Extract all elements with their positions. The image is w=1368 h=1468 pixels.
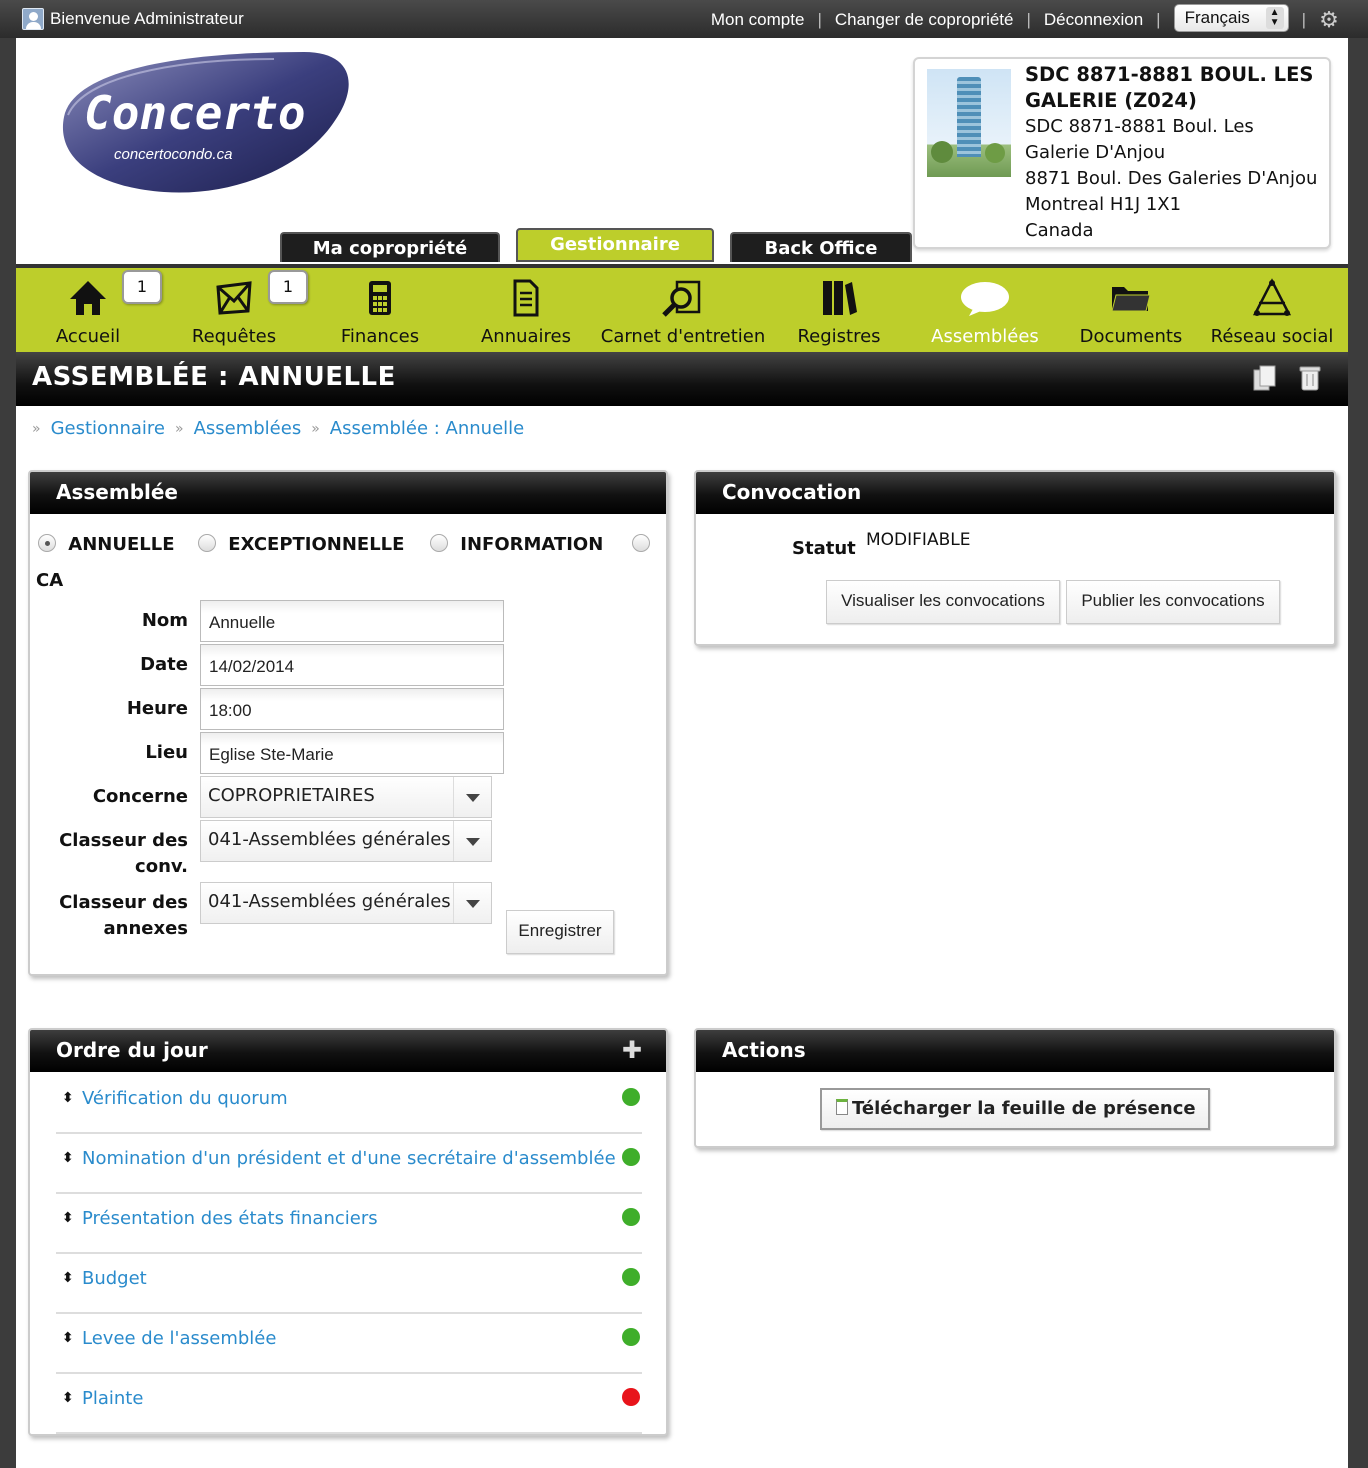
radio-annuelle[interactable] xyxy=(38,534,56,552)
lieu-label: Lieu xyxy=(145,742,188,763)
books-icon xyxy=(794,276,884,320)
language-value: Français xyxy=(1184,8,1250,27)
status-dot-icon xyxy=(622,1268,640,1286)
agenda-item-link[interactable]: Plainte xyxy=(82,1388,144,1409)
building-address-line: Montreal H1J 1X1 xyxy=(1025,194,1182,215)
tab-ma-copropriete[interactable]: Ma copropriété xyxy=(280,232,500,262)
separator: | xyxy=(1026,10,1031,29)
classeur-annexes-value: 041-Assemblées générales xyxy=(208,891,451,912)
radio-label-ca: CA xyxy=(36,570,64,591)
separator: | xyxy=(1156,10,1161,29)
top-bar xyxy=(0,0,1368,38)
breadcrumb-separator: » xyxy=(311,420,320,437)
drag-handle-icon[interactable]: ⬍ xyxy=(62,1330,74,1346)
building-title-line2: GALERIE (Z024) xyxy=(1025,89,1197,112)
nav-label: Annuaires xyxy=(480,326,572,347)
welcome-text: Bienvenue Administrateur xyxy=(50,9,244,28)
agenda-item-link[interactable]: Levee de l'assemblée xyxy=(82,1328,277,1349)
page-title-bar xyxy=(16,352,1348,406)
heure-label: Heure xyxy=(126,698,188,719)
calculator-icon xyxy=(334,276,426,320)
ordre-du-jour-panel xyxy=(28,1028,668,1436)
building-address-line: SDC 8871-8881 Boul. Les xyxy=(1025,116,1254,137)
concerne-value: COPROPRIETAIRES xyxy=(208,785,375,806)
enregistrer-button[interactable]: Enregistrer xyxy=(506,910,614,954)
chevron-down-icon xyxy=(453,777,491,817)
telecharger-feuille-presence-button[interactable] xyxy=(820,1088,1210,1130)
statut-label: Statut xyxy=(792,538,856,559)
drag-handle-icon[interactable]: ⬍ xyxy=(62,1270,74,1286)
nav-finances[interactable] xyxy=(334,276,426,356)
tab-back-office[interactable]: Back Office xyxy=(730,232,912,262)
agenda-item-link[interactable]: Nomination d'un président et d'une secrétaire d'assemblée xyxy=(82,1148,616,1169)
drag-handle-icon[interactable]: ⬍ xyxy=(62,1390,74,1406)
home-icon xyxy=(46,276,130,320)
publier-convocations-button[interactable]: Publier les convocations xyxy=(1066,580,1280,624)
nav-label: Accueil xyxy=(55,326,121,347)
label-line: conv. xyxy=(135,856,188,877)
building-photo xyxy=(927,69,1011,177)
agenda-item-link[interactable]: Présentation des états financiers xyxy=(82,1208,378,1229)
requetes-badge: 1 xyxy=(268,270,308,304)
concerne-select[interactable] xyxy=(200,776,492,818)
logo-graphic xyxy=(54,47,354,195)
network-icon xyxy=(1210,276,1334,320)
nav-registres[interactable] xyxy=(794,276,884,356)
breadcrumb-separator: » xyxy=(32,420,41,437)
document-icon xyxy=(478,276,574,320)
nom-label: Nom xyxy=(141,610,188,631)
status-dot-icon xyxy=(622,1208,640,1226)
page-title: ASSEMBLÉE : ANNUELLE xyxy=(32,362,396,392)
svg-text:Concerto: Concerto xyxy=(84,86,306,140)
radio-label-information: INFORMATION xyxy=(460,534,604,555)
list-item xyxy=(56,1314,642,1374)
classeur-annexes-select[interactable] xyxy=(200,882,492,924)
gear-icon[interactable]: ⚙ xyxy=(1319,7,1339,32)
lieu-input[interactable]: Eglise Ste-Marie xyxy=(200,732,504,774)
nav-carnet-entretien[interactable] xyxy=(600,276,766,356)
accueil-badge: 1 xyxy=(122,270,162,304)
top-links xyxy=(711,8,1368,32)
concerto-logo[interactable] xyxy=(54,47,354,195)
changer-copropriete-link[interactable]: Changer de copropriété xyxy=(834,10,1014,29)
list-item xyxy=(56,1134,642,1194)
date-input[interactable]: 14/02/2014 xyxy=(200,644,504,686)
nav-assemblees[interactable] xyxy=(928,276,1042,356)
ordre-du-jour-title: Ordre du jour xyxy=(56,1038,208,1062)
chevron-down-icon xyxy=(453,821,491,861)
drag-handle-icon[interactable]: ⬍ xyxy=(62,1090,74,1106)
assemblee-heading: Assemblée xyxy=(30,472,666,514)
user-icon xyxy=(22,8,44,30)
breadcrumb-assemblee-annuelle[interactable]: Assemblée : Annuelle xyxy=(329,418,525,439)
list-item xyxy=(56,1374,642,1434)
building-info xyxy=(1025,62,1330,244)
assemblee-panel xyxy=(28,470,668,976)
building-card xyxy=(913,57,1331,249)
classeur-annexes-label xyxy=(59,890,188,942)
breadcrumb-separator: » xyxy=(174,420,184,437)
radio-label-exceptionnelle: EXCEPTIONNELLE xyxy=(228,534,405,555)
classeur-conv-label xyxy=(59,828,188,880)
radio-exceptionnelle[interactable] xyxy=(198,534,216,552)
agenda-item-link[interactable]: Vérification du quorum xyxy=(82,1088,288,1109)
statut-value: MODIFIABLE xyxy=(866,530,971,550)
date-label: Date xyxy=(140,654,188,675)
file-icon xyxy=(836,1099,848,1115)
copy-icon[interactable] xyxy=(1252,364,1276,392)
svg-text:concertocondo.ca: concertocondo.ca xyxy=(114,146,233,163)
status-dot-icon xyxy=(622,1148,640,1166)
building-address-line: Galerie D'Anjou xyxy=(1025,142,1166,163)
nav-reseau-social[interactable] xyxy=(1210,276,1334,356)
breadcrumb-gestionnaire[interactable]: Gestionnaire xyxy=(50,418,165,439)
label-line: Classeur des xyxy=(59,830,188,851)
deconnexion-link[interactable]: Déconnexion xyxy=(1043,10,1144,29)
status-dot-icon xyxy=(622,1388,640,1406)
drag-handle-icon[interactable]: ⬍ xyxy=(62,1150,74,1166)
nav-documents[interactable] xyxy=(1078,276,1184,356)
nav-label: Finances xyxy=(340,326,420,347)
heure-input[interactable]: 18:00 xyxy=(200,688,504,730)
list-item xyxy=(56,1254,642,1314)
chevron-down-icon xyxy=(453,883,491,923)
radio-ca[interactable] xyxy=(632,534,650,552)
nav-label: Documents xyxy=(1079,326,1183,347)
building-address-line: Canada xyxy=(1025,220,1094,241)
building-title-line1: SDC 8871-8881 BOUL. LES xyxy=(1025,63,1314,86)
nav-label: Requêtes xyxy=(191,326,277,347)
convocation-heading: Convocation xyxy=(696,472,1334,514)
separator: | xyxy=(1301,10,1306,29)
nav-label: Carnet d'entretien xyxy=(600,326,766,347)
visualiser-convocations-button[interactable]: Visualiser les convocations xyxy=(826,580,1060,624)
list-item xyxy=(56,1074,642,1134)
language-select[interactable] xyxy=(1174,4,1289,32)
classeur-conv-value: 041-Assemblées générales xyxy=(208,829,451,850)
main-nav xyxy=(16,264,1348,352)
mon-compte-link[interactable]: Mon compte xyxy=(710,10,805,29)
drag-handle-icon[interactable]: ⬍ xyxy=(62,1210,74,1226)
tab-gestionnaire[interactable]: Gestionnaire xyxy=(516,228,714,262)
classeur-conv-select[interactable] xyxy=(200,820,492,862)
status-dot-icon xyxy=(622,1328,640,1346)
page xyxy=(16,38,1348,1468)
radio-label-annuelle: ANNUELLE xyxy=(68,534,175,555)
convocation-panel xyxy=(694,470,1336,646)
folder-icon xyxy=(1078,276,1184,320)
welcome-area xyxy=(22,8,244,30)
breadcrumb xyxy=(32,418,524,439)
nav-label: Registres xyxy=(797,326,881,347)
separator: | xyxy=(817,10,822,29)
actions-panel xyxy=(694,1028,1336,1148)
agenda-item-link[interactable]: Budget xyxy=(82,1268,147,1289)
label-line: annexes xyxy=(103,918,188,939)
trash-icon[interactable] xyxy=(1298,364,1322,392)
nav-annuaires[interactable] xyxy=(478,276,574,356)
magnifier-icon xyxy=(600,276,766,320)
label-line: Classeur des xyxy=(59,892,188,913)
concerne-label: Concerne xyxy=(92,786,188,807)
ordre-du-jour-heading xyxy=(30,1030,666,1072)
nav-label: Assemblées xyxy=(931,326,1039,347)
status-dot-icon xyxy=(622,1088,640,1106)
plus-icon[interactable]: ✚ xyxy=(621,1036,642,1064)
building-address-line: 8871 Boul. Des Galeries D'Anjou xyxy=(1025,168,1318,189)
nav-accueil[interactable] xyxy=(46,276,130,356)
nav-label: Réseau social xyxy=(1210,326,1334,347)
list-item xyxy=(56,1194,642,1254)
nom-input[interactable]: Annuelle xyxy=(200,600,504,642)
download-label: Télécharger la feuille de présence xyxy=(852,1098,1196,1119)
actions-heading: Actions xyxy=(696,1030,1334,1072)
breadcrumb-assemblees[interactable]: Assemblées xyxy=(193,418,302,439)
select-arrows-icon: ▲ ▼ xyxy=(1266,7,1284,29)
radio-information[interactable] xyxy=(430,534,448,552)
speech-bubble-icon xyxy=(928,276,1042,320)
